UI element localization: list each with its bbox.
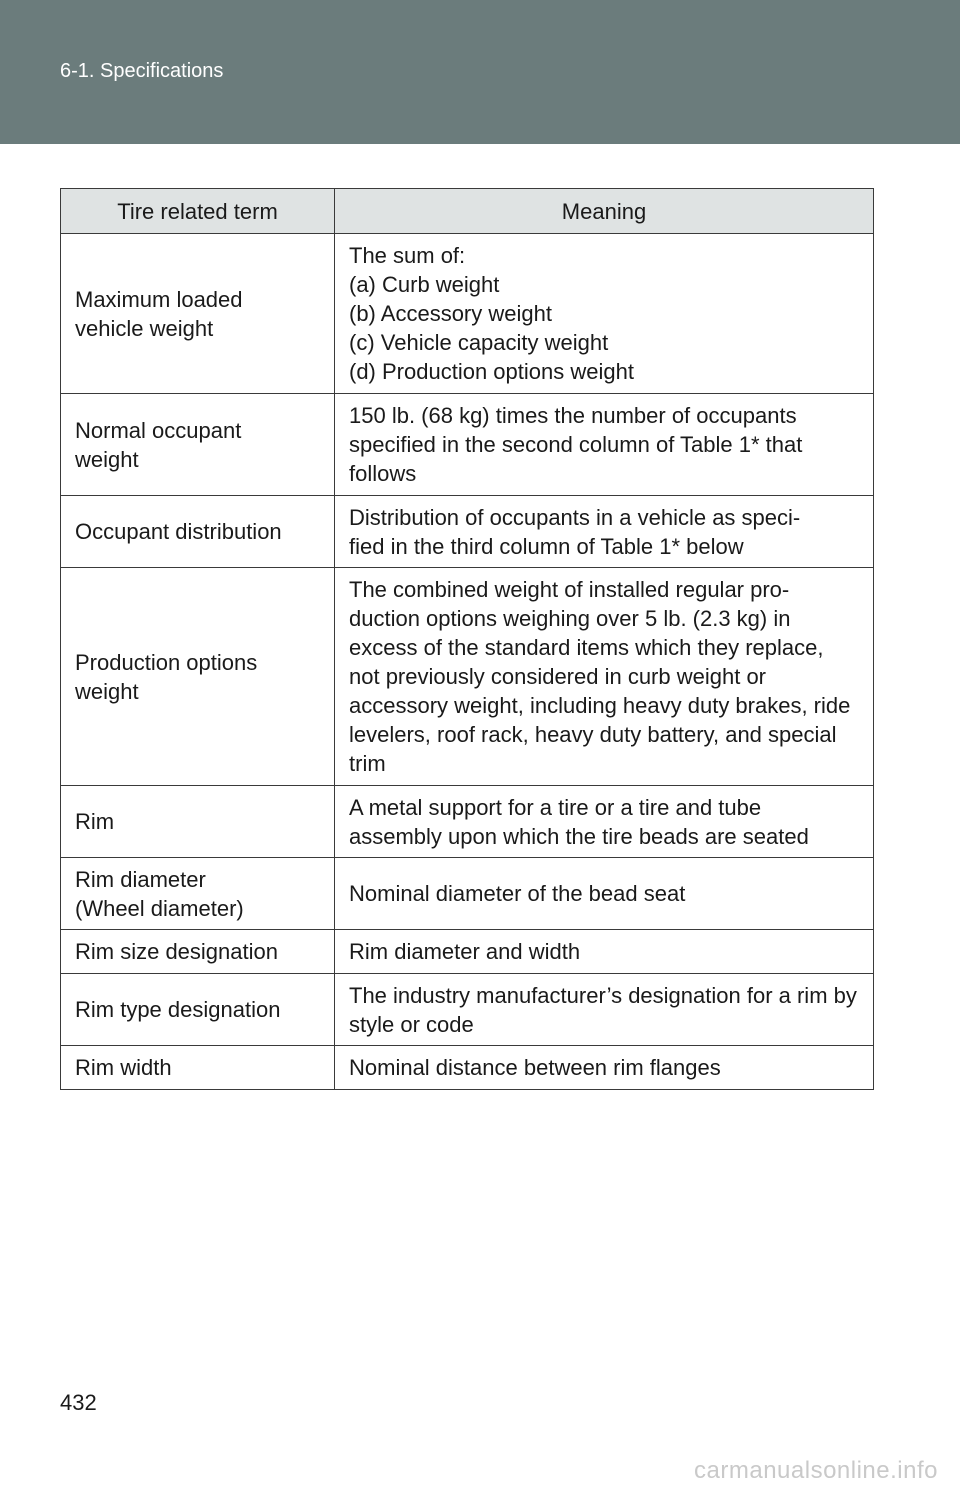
meaning-cell: The combined weight of installed regular pro- duction options weighing over 5 lb. (2.3 kg) in excess of the standard items which they replace, not previously considered in curb weight or accessory weight, including heavy duty brakes, ride levelers, roof rack, heavy duty battery, and special trim — [335, 568, 874, 786]
table-row — [61, 568, 874, 786]
page-number: 432 — [60, 1390, 97, 1415]
term-cell: Production options weight — [61, 568, 335, 786]
table-row — [61, 930, 874, 974]
column-header-meaning: Meaning — [335, 189, 874, 234]
meaning-cell: Nominal distance between rim flanges — [335, 1046, 874, 1090]
page-header — [0, 0, 960, 144]
meaning-cell: The sum of: (a) Curb weight (b) Accessory weight (c) Vehicle capacity weight (d) Production options weight — [335, 234, 874, 394]
table-header-row — [61, 189, 874, 234]
table-row — [61, 974, 874, 1046]
term-cell: Rim size designation — [61, 930, 335, 974]
table-row — [61, 496, 874, 568]
meaning-cell: 150 lb. (68 kg) times the number of occupants specified in the second column of Table 1* that follows — [335, 394, 874, 496]
watermark — [0, 1456, 960, 1484]
term-cell: Rim diameter (Wheel diameter) — [61, 858, 335, 930]
column-header-term: Tire related term — [61, 189, 335, 234]
meaning-cell: The industry manufacturer’s designation for a rim by style or code — [335, 974, 874, 1046]
table-row — [61, 1046, 874, 1090]
meaning-cell: A metal support for a tire or a tire and tube assembly upon which the tire beads are seated — [335, 786, 874, 858]
term-cell: Rim width — [61, 1046, 335, 1090]
watermark-text: carmanualsonline.info — [694, 1457, 938, 1484]
term-cell: Rim type designation — [61, 974, 335, 1046]
term-cell: Occupant distribution — [61, 496, 335, 568]
meaning-cell: Distribution of occupants in a vehicle as speci- fied in the third column of Table 1* below — [335, 496, 874, 568]
table-row — [61, 786, 874, 858]
term-cell: Rim — [61, 786, 335, 858]
term-cell: Normal occupant weight — [61, 394, 335, 496]
table-row — [61, 234, 874, 394]
section-title: 6-1. Specifications — [60, 60, 224, 82]
table-row — [61, 394, 874, 496]
term-cell: Maximum loaded vehicle weight — [61, 234, 335, 394]
tire-terms-table — [60, 188, 874, 1090]
meaning-cell: Rim diameter and width — [335, 930, 874, 974]
table-row — [61, 858, 874, 930]
meaning-cell: Nominal diameter of the bead seat — [335, 858, 874, 930]
